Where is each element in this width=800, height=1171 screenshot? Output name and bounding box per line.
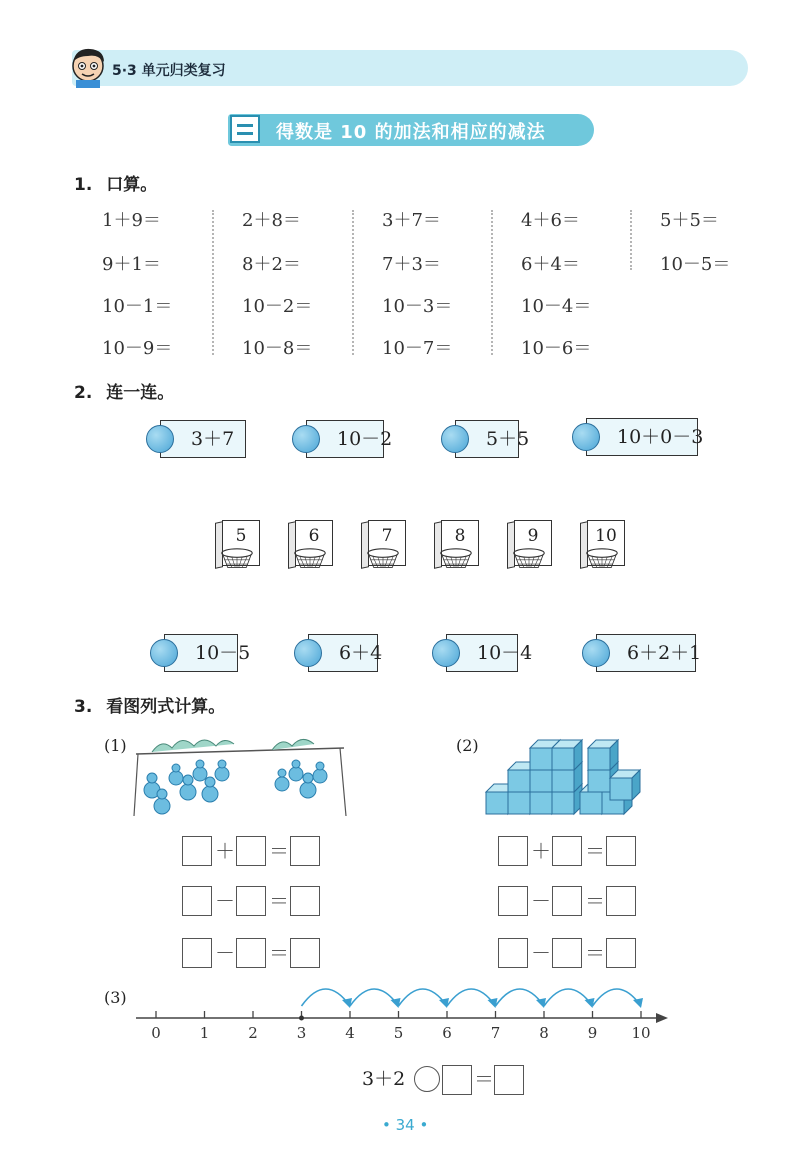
hop-arrowhead — [391, 998, 401, 1008]
start-point — [299, 1016, 304, 1021]
match-card-top-label: 10＋0－3 — [617, 426, 704, 448]
compare-circle[interactable] — [414, 1066, 440, 1092]
ball-icon — [572, 423, 600, 451]
oral-calc-item: 10－1＝ — [102, 296, 173, 317]
equals-sign: ＝ — [269, 839, 289, 863]
basketball-hoop-icon — [366, 548, 400, 570]
hop-arc — [496, 989, 545, 1006]
ball-icon — [294, 639, 322, 667]
basketball-hoop-icon — [585, 548, 619, 570]
axis-tick-label: 6 — [442, 1024, 452, 1042]
ball-icon — [146, 425, 174, 453]
hop-arc — [399, 989, 448, 1006]
minus-sign: － — [215, 941, 235, 965]
column-divider — [491, 210, 493, 355]
q2-title: 连一连。 — [106, 383, 175, 403]
equals-sign: ＝ — [585, 889, 605, 913]
number-line — [130, 975, 675, 1050]
column-divider — [212, 210, 214, 355]
minus-sign: － — [215, 889, 235, 913]
oral-calc-item: 6＋4＝ — [521, 254, 580, 275]
oral-calc-item: 8＋2＝ — [242, 254, 301, 275]
answer-box[interactable] — [182, 886, 212, 916]
answer-box[interactable] — [552, 938, 582, 968]
axis-arrow — [656, 1013, 668, 1023]
axis-tick-label: 2 — [248, 1024, 258, 1042]
equals-sign: ＝ — [585, 839, 605, 863]
answer-box[interactable] — [182, 938, 212, 968]
section-title: 得数是 10 的加法和相应的减法 — [276, 122, 546, 143]
hoop-board[interactable]: 5 — [222, 520, 260, 566]
answer-box[interactable] — [182, 836, 212, 866]
answer-box[interactable] — [494, 1065, 524, 1095]
match-card-bottom-label: 10－5 — [195, 642, 251, 664]
answer-box[interactable] — [236, 938, 266, 968]
q3-part3-expr-prefix: 3＋2 — [362, 1068, 406, 1090]
q2-heading — [74, 378, 174, 403]
oral-calc-item: 5＋5＝ — [660, 210, 719, 231]
axis-tick-label: 4 — [345, 1024, 355, 1042]
match-card-bottom-label: 10－4 — [477, 642, 533, 664]
hoop-board[interactable]: 9 — [514, 520, 552, 566]
oral-calc-item: 9＋1＝ — [102, 254, 161, 275]
hop-arrowhead — [633, 998, 643, 1008]
ball-icon — [582, 639, 610, 667]
answer-box[interactable] — [606, 886, 636, 916]
q3-part1-label: (1) — [104, 736, 127, 755]
hoop-board[interactable]: 7 — [368, 520, 406, 566]
hop-arc — [302, 989, 351, 1006]
q1-title: 口算。 — [106, 175, 158, 195]
oral-calc-item: 1＋9＝ — [102, 210, 161, 231]
equals-sign: ＝ — [269, 889, 289, 913]
header-title: 5·3 单元归类复习 — [112, 63, 226, 79]
cubes-illustration — [484, 730, 654, 816]
match-card-bottom[interactable] — [596, 634, 702, 672]
hop-arrowhead — [536, 998, 546, 1008]
oral-calc-item: 7＋3＝ — [382, 254, 441, 275]
q3-part2-label: (2) — [456, 736, 479, 755]
match-card-top-label: 3＋7 — [191, 428, 235, 450]
axis-tick-label: 10 — [631, 1024, 651, 1042]
answer-box[interactable] — [290, 836, 320, 866]
q1-number: 1. — [74, 175, 93, 195]
axis-tick-label: 3 — [296, 1024, 307, 1042]
oral-calc-item: 10－7＝ — [382, 338, 453, 359]
match-card-top-label: 10－2 — [337, 428, 393, 450]
oral-calc-item: 10－8＝ — [242, 338, 313, 359]
hop-arc — [544, 989, 593, 1006]
answer-box[interactable] — [606, 938, 636, 968]
equals-sign: ＝ — [474, 1067, 494, 1091]
equals-sign: ＝ — [269, 941, 289, 965]
minus-sign: － — [531, 941, 551, 965]
hop-arrowhead — [488, 998, 498, 1008]
q3-heading — [74, 692, 225, 717]
hop-arrowhead — [342, 998, 352, 1008]
answer-box[interactable] — [236, 836, 266, 866]
equals-sign: ＝ — [585, 941, 605, 965]
oral-calc-item: 10－3＝ — [382, 296, 453, 317]
oral-calc-item: 10－4＝ — [521, 296, 592, 317]
gourd-vine-illustration — [132, 728, 354, 820]
answer-box[interactable] — [290, 938, 320, 968]
column-divider — [630, 210, 632, 270]
hop-arrowhead — [585, 998, 595, 1008]
answer-box[interactable] — [606, 836, 636, 866]
hop-arc — [350, 989, 399, 1006]
answer-box[interactable] — [442, 1065, 472, 1095]
answer-box[interactable] — [498, 938, 528, 968]
oral-calc-item: 10－5＝ — [660, 254, 731, 275]
answer-box[interactable] — [552, 886, 582, 916]
oral-calc-item: 4＋6＝ — [521, 210, 580, 231]
mascot-icon — [68, 44, 110, 88]
ball-icon — [292, 425, 320, 453]
hoop-board[interactable]: 6 — [295, 520, 333, 566]
basketball-hoop-icon — [220, 548, 254, 570]
hoop-board[interactable]: 8 — [441, 520, 479, 566]
answer-box[interactable] — [236, 886, 266, 916]
answer-box[interactable] — [290, 886, 320, 916]
q3-title: 看图列式计算。 — [106, 697, 226, 717]
ball-icon — [150, 639, 178, 667]
answer-box[interactable] — [498, 886, 528, 916]
oral-calc-item: 10－9＝ — [102, 338, 173, 359]
ball-icon — [441, 425, 469, 453]
plus-sign: ＋ — [215, 839, 235, 863]
oral-calc-item: 10－6＝ — [521, 338, 592, 359]
hop-arc — [593, 989, 642, 1006]
oral-calc-item: 2＋8＝ — [242, 210, 301, 231]
q2-number: 2. — [74, 383, 93, 403]
section-number-icon — [230, 115, 260, 143]
match-card-bottom-label: 6＋4 — [339, 642, 383, 664]
column-divider — [352, 210, 354, 355]
axis-tick-label: 1 — [199, 1024, 210, 1042]
hop-arrowhead — [439, 998, 449, 1008]
match-card-top-label: 5＋5 — [486, 428, 530, 450]
basketball-hoop-icon — [512, 548, 546, 570]
oral-calc-item: 3＋7＝ — [382, 210, 441, 231]
axis-tick-label: 8 — [539, 1024, 549, 1042]
q1-heading — [74, 170, 157, 195]
ball-icon — [432, 639, 460, 667]
basketball-hoop-icon — [293, 548, 327, 570]
page-number: • 34 • — [382, 1116, 429, 1134]
answer-box[interactable] — [552, 836, 582, 866]
axis-tick-label: 0 — [151, 1024, 161, 1042]
axis-tick-label: 5 — [393, 1024, 404, 1042]
plus-sign: ＋ — [531, 839, 551, 863]
hop-arc — [447, 989, 496, 1006]
minus-sign: － — [531, 889, 551, 913]
q3-number: 3. — [74, 697, 93, 717]
axis-tick-label: 9 — [587, 1024, 598, 1042]
q3-part3-label: (3) — [104, 988, 127, 1007]
basketball-hoop-icon — [439, 548, 473, 570]
answer-box[interactable] — [498, 836, 528, 866]
match-card-top[interactable] — [586, 418, 704, 456]
match-card-bottom-label: 6＋2＋1 — [627, 642, 702, 664]
hoop-board[interactable]: 10 — [587, 520, 625, 566]
oral-calc-item: 10－2＝ — [242, 296, 313, 317]
axis-tick-label: 7 — [490, 1024, 501, 1042]
